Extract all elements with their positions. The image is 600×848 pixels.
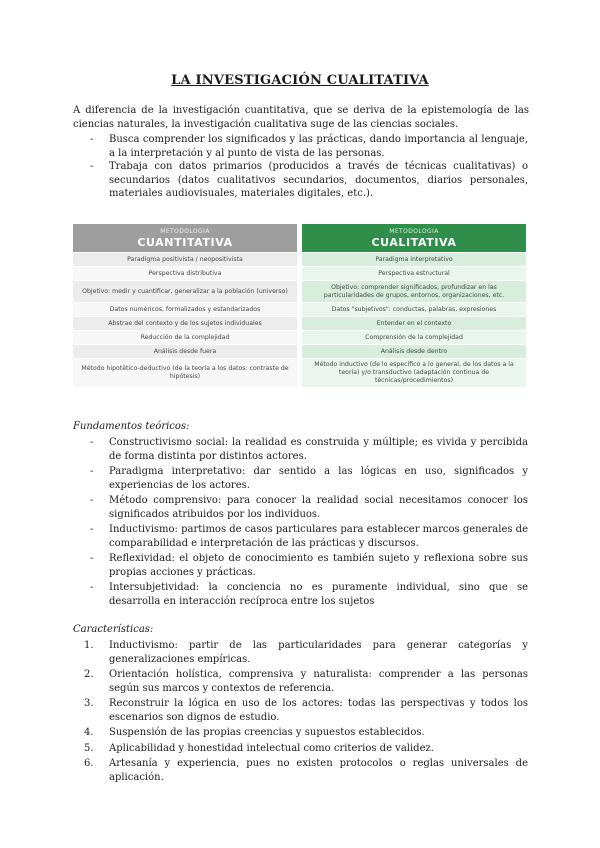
qualitative-column — [302, 224, 526, 387]
list-item — [84, 668, 528, 695]
item-text: Reconstruir la lógica en uso de los actores: todas las perspectivas y todos los escenarios son dignos de estudio. — [109, 698, 528, 723]
table-cell: Perspectiva estructural — [302, 266, 526, 280]
intro-bullet-list — [90, 133, 528, 201]
item-text: Orientación holística, comprensiva y naturalista: comprender a las personas según sus marcos y contextos de referencia. — [109, 669, 528, 694]
list-item: - Trabaja con datos primarios (producidos a través de técnicas cualitativas) o secundarios (datos cualitativos secundarios, documentos, diarios personales, materiales audiovisuales, materiales digitales, etc.). — [90, 160, 528, 201]
table-cell: Datos numéricos, formalizados y estandarizados — [73, 302, 297, 316]
list-item: - Intersubjetividad: la conciencia no es puramente individual, sino que se desarrolla en interacción recíproca entre los sujetos — [90, 581, 528, 608]
table-cell: Entender en el contexto — [302, 316, 526, 330]
table-cell: Abstrae del contexto y de los sujetos individuales — [73, 316, 297, 330]
table-cell: Reducción de la complejidad — [73, 330, 297, 344]
item-number: 6. — [84, 758, 94, 769]
intro-paragraph: A diferencia de la investigación cuantitativa, que se deriva de la epistemología de las ciencias naturales, la investigación cualitativa suge de las ciencias sociales. — [73, 105, 529, 130]
table-cell: Comprensión de la complejidad — [302, 330, 526, 344]
table-cell: Datos "subjetivos": conductas, palabras, expresiones — [302, 302, 526, 316]
list-item — [84, 726, 528, 740]
table-cell: Objetivo: comprender significados, profundizar en las particularidades de grupos, entornos, organizaciones, etc. — [302, 280, 526, 302]
list-item: - Paradigma interpretativo: dar sentido a las lógicas en uso, significados y experiencias de los actores. — [90, 465, 528, 492]
fundamentos-heading: Fundamentos teóricos: — [73, 421, 190, 432]
list-item: - Constructivismo social: la realidad es construida y múltiple; es vivida y percibida de forma distinta por distintos actores. — [90, 436, 528, 463]
list-item — [84, 697, 528, 724]
item-text: Inductivismo: partir de las particularidades para generar categorías y generalizaciones empíricas. — [109, 640, 528, 665]
table-cell: Objetivo: medir y cuantificar, generalizar a la población (universo) — [73, 280, 297, 302]
header-subtitle: METODOLOGÍA — [389, 228, 439, 235]
list-item — [84, 639, 528, 666]
list-item: - Reflexividad: el objeto de conocimiento es también sujeto y reflexiona sobre sus propias acciones y prácticas. — [90, 552, 528, 579]
list-item: - Inductivismo: partimos de casos particulares para establecer marcos generales de comparabilidad e interpretación de las prácticas y discursos. — [90, 523, 528, 550]
item-number: 1. — [84, 640, 94, 651]
list-item — [84, 742, 528, 756]
table-cell: Paradigma interpretativo — [302, 252, 526, 266]
item-text: Suspensión de las propias creencias y supuestos establecidos. — [109, 727, 425, 738]
item-number: 4. — [84, 727, 94, 738]
page-title: LA INVESTIGACIÓN CUALITATIVA — [171, 73, 429, 88]
list-item: - Busca comprender los significados y las prácticas, dando importancia al lenguaje, a la interpretación y al punto de vista de las personas. — [90, 133, 528, 160]
table-cell: Método hipotético-deductivo (de la teoría a los datos: contraste de hipótesis) — [73, 358, 297, 387]
item-text: Artesanía y experiencia, pues no existen protocolos o reglas universales de aplicación. — [109, 758, 528, 783]
table-cell: Paradigma positivista / neopositivista — [73, 252, 297, 266]
header-title: CUALITATIVA — [371, 236, 457, 249]
caracteristicas-list — [84, 639, 528, 786]
caracteristicas-heading: Características: — [73, 624, 154, 635]
qualitative-header — [302, 224, 526, 252]
item-number: 3. — [84, 698, 94, 709]
list-item — [84, 757, 528, 784]
item-number: 5. — [84, 742, 94, 754]
methodology-comparison-table — [73, 224, 526, 401]
quantitative-column — [73, 224, 297, 387]
header-title: CUANTITATIVA — [137, 236, 233, 249]
header-subtitle: METODOLOGÍA — [160, 228, 210, 235]
table-cell: Método inductivo (de lo específico a lo general, de los datos a la teoría) y/o transductivo (adaptación continua de técnicas/procedimientos) — [302, 358, 526, 387]
table-cell: Perspectiva distributiva — [73, 266, 297, 280]
fundamentos-list — [90, 436, 528, 610]
item-text: Aplicabilidad y honestidad intelectual como criterios de validez. — [109, 742, 434, 754]
table-cell: Análisis desde dentro — [302, 344, 526, 358]
table-cell: Análisis desde fuera — [73, 344, 297, 358]
quantitative-header — [73, 224, 297, 252]
item-number: 2. — [84, 669, 94, 680]
list-item: - Método comprensivo: para conocer la realidad social necesitamos conocer los significados atribuidos por los individuos. — [90, 494, 528, 521]
